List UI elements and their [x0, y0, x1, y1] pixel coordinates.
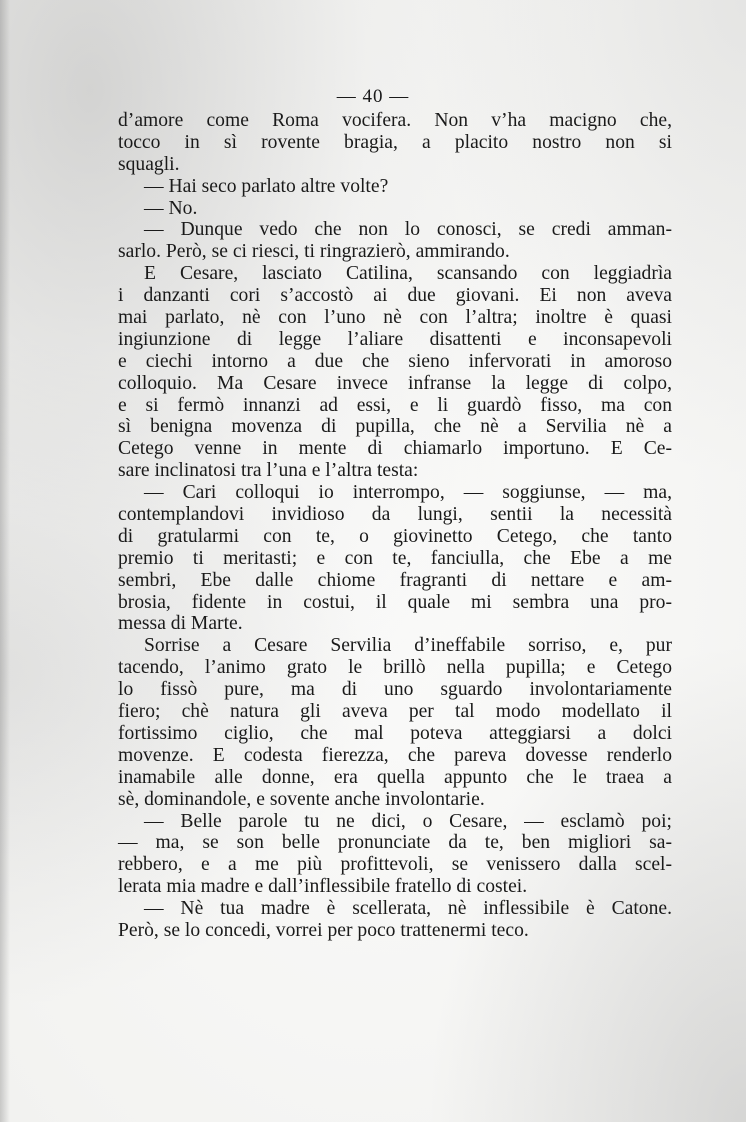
text-line: tocco in sì rovente bragia, a placito nostro non si: [118, 131, 672, 153]
text-line: Sorrise a Cesare Servilia d’ineffabile sorriso, e, pur: [144, 635, 672, 657]
text-line: — Belle parole tu ne dici, o Cesare, — esclamò poi;: [144, 810, 672, 832]
text-line: sè, dominandole, e sovente anche involontarie.: [118, 788, 485, 810]
text-line: inamabile alle donne, era quella appunto che le traea a: [118, 766, 672, 788]
text-line: contemplandovi invidioso da lungi, sentii la necessità: [118, 504, 672, 526]
text-line: sembri, Ebe dalle chiome fragranti di nettare e am-: [118, 569, 672, 591]
text-line: — Cari colloqui io interrompo, — soggiunse, — ma,: [144, 482, 672, 504]
text-line: Cetego venne in mente di chiamarlo importuno. E Ce-: [118, 438, 672, 460]
text-line: fiero; chè natura gli aveva per tal modo modellato il: [118, 701, 672, 723]
text-line: — Hai seco parlato altre volte?: [144, 175, 389, 197]
text-line: mai parlato, nè con l’uno nè con l’altra; inoltre è quasi: [118, 307, 672, 329]
text-line: e ciechi intorno a due che sieno infervorati in amoroso: [118, 350, 672, 372]
body-text: [118, 110, 672, 942]
text-line: premio ti meritasti; e con te, fanciulla, che Ebe a me: [118, 547, 672, 569]
text-line: lo fissò pure, ma di uno sguardo involontariamente: [118, 679, 672, 701]
text-line: squagli.: [118, 153, 180, 175]
text-line: sì benigna movenza di pupilla, che nè a Servilia nè a: [118, 416, 672, 438]
text-line: e si fermò innanzi ad essi, e li guardò fisso, ma con: [118, 394, 672, 416]
text-line: E Cesare, lasciato Catilina, scansando con leggiadrìa: [144, 263, 672, 285]
text-line: ingiunzione di legge l’aliare disattenti e inconsapevoli: [118, 328, 672, 350]
text-line: sare inclinatosi tra l’una e l’altra testa:: [118, 460, 419, 482]
text-line: sarlo. Però, se ci riesci, ti ringrazierò, ammirando.: [118, 241, 510, 263]
text-line: brosia, fidente in costui, il quale mi sembra una pro-: [118, 591, 672, 613]
text-line: rebbero, e a me più profittevoli, se venissero dalla scel-: [118, 854, 672, 876]
text-line: d’amore come Roma vocifera. Non v’ha macigno che,: [118, 110, 672, 131]
page-number: — 40 —: [336, 86, 410, 107]
text-line: — ma, se son belle pronunciate da te, ben migliori sa-: [118, 832, 672, 854]
text-line: — No.: [144, 197, 198, 219]
text-line: messa di Marte.: [118, 613, 243, 635]
text-line: tacendo, l’animo grato le brillò nella pupilla; e Cetego: [118, 657, 672, 679]
text-line: i danzanti cori s’accostò ai due giovani. Ei non aveva: [118, 285, 672, 307]
text-line: Però, se lo concedi, vorrei per poco trattenermi teco.: [118, 919, 529, 941]
page-edge-shadow: [0, 0, 10, 1122]
text-line: lerata mia madre e dall’inflessibile fratello di costei.: [118, 876, 528, 898]
text-line: movenze. E codesta fierezza, che pareva dovesse renderlo: [118, 744, 672, 766]
text-line: colloquio. Ma Cesare invece infranse la legge di colpo,: [118, 372, 672, 394]
text-line: — Nè tua madre è scellerata, nè inflessibile è Catone.: [144, 898, 672, 920]
text-line: — Dunque vedo che non lo conosci, se credi amman-: [144, 219, 672, 241]
text-line: fortissimo ciglio, che mal poteva atteggiarsi a dolci: [118, 722, 672, 744]
text-line: di gratularmi con te, o giovinetto Cetego, che tanto: [118, 525, 672, 547]
